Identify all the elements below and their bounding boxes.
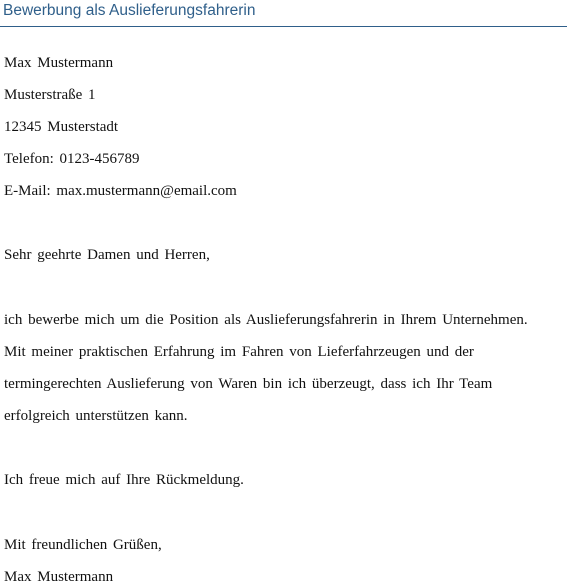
document-title: Bewerbung als Auslieferungsfahrerin <box>3 2 256 19</box>
sender-email: E-Mail: max.mustermann@email.com <box>4 183 237 199</box>
body-line-1: ich bewerbe mich um die Position als Auslieferungsfahrerin in Ihrem Unternehmen. <box>4 312 528 328</box>
body-line-3: termingerechten Auslieferung von Waren bin ich überzeugt, dass ich Ihr Team <box>4 376 493 392</box>
closing-sentence: Ich freue mich auf Ihre Rückmeldung. <box>4 472 244 488</box>
sender-phone: Telefon: 0123-456789 <box>4 151 140 167</box>
sender-city: 12345 Musterstadt <box>4 119 119 135</box>
document-header <box>0 0 567 27</box>
salutation: Sehr geehrte Damen und Herren, <box>4 247 210 263</box>
sender-street: Musterstraße 1 <box>4 87 96 103</box>
body-line-4: erfolgreich unterstützen kann. <box>4 408 188 424</box>
sender-name: Max Mustermann <box>4 55 114 71</box>
body-line-2: Mit meiner praktischen Erfahrung im Fahren von Lieferfahrzeugen und der <box>4 344 474 360</box>
sign-off: Mit freundlichen Grüßen, <box>4 537 162 553</box>
signature-name: Max Mustermann <box>4 569 114 585</box>
